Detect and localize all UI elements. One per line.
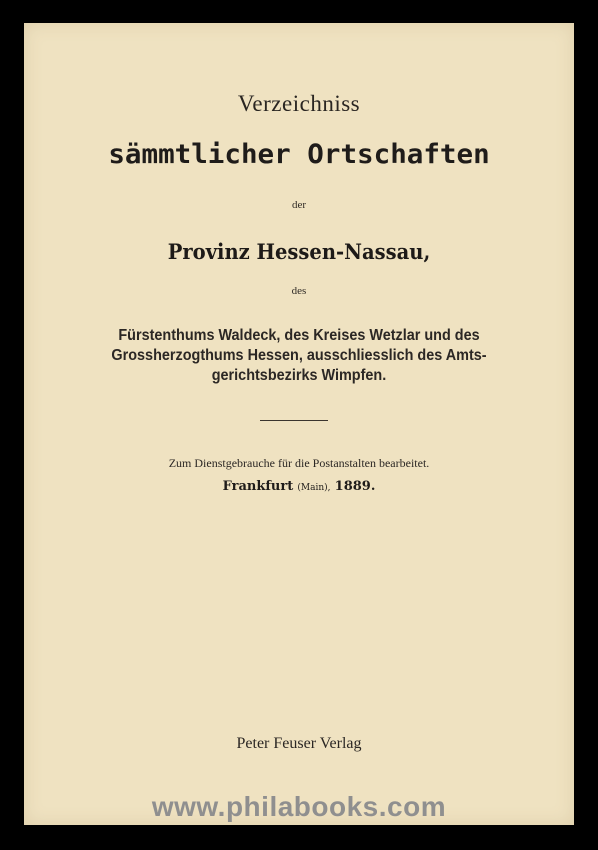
watermark-url: www.philabooks.com xyxy=(151,791,447,822)
dienst-note: Zum Dienstgebrauche für die Postanstalten bearbeitet. xyxy=(168,456,430,470)
body-line-2: Grossherzogthums Hessen, ausschliesslich des Amts- xyxy=(111,347,487,364)
title-line-1: Verzeichniss xyxy=(237,91,361,116)
connector-der: der xyxy=(291,199,307,211)
connector-des: des xyxy=(291,285,307,297)
body-line-3: gerichtsbezirks Wimpfen. xyxy=(211,367,387,384)
imprint-year: 1889. xyxy=(334,479,376,494)
body-line-1: Fürstenthums Waldeck, des Kreises Wetzlar und des xyxy=(118,327,480,344)
book-cover-page xyxy=(24,23,574,825)
publisher-name: Peter Feuser Verlag xyxy=(236,735,362,752)
divider-rule xyxy=(260,420,328,421)
imprint-city: Frankfurt xyxy=(222,479,294,494)
imprint-sub: (Main), xyxy=(297,483,331,493)
province-heading: Provinz Hessen-Nassau, xyxy=(167,239,431,264)
title-line-2: sämmtlicher Ortschaften xyxy=(108,139,490,170)
imprint-line xyxy=(24,479,574,494)
